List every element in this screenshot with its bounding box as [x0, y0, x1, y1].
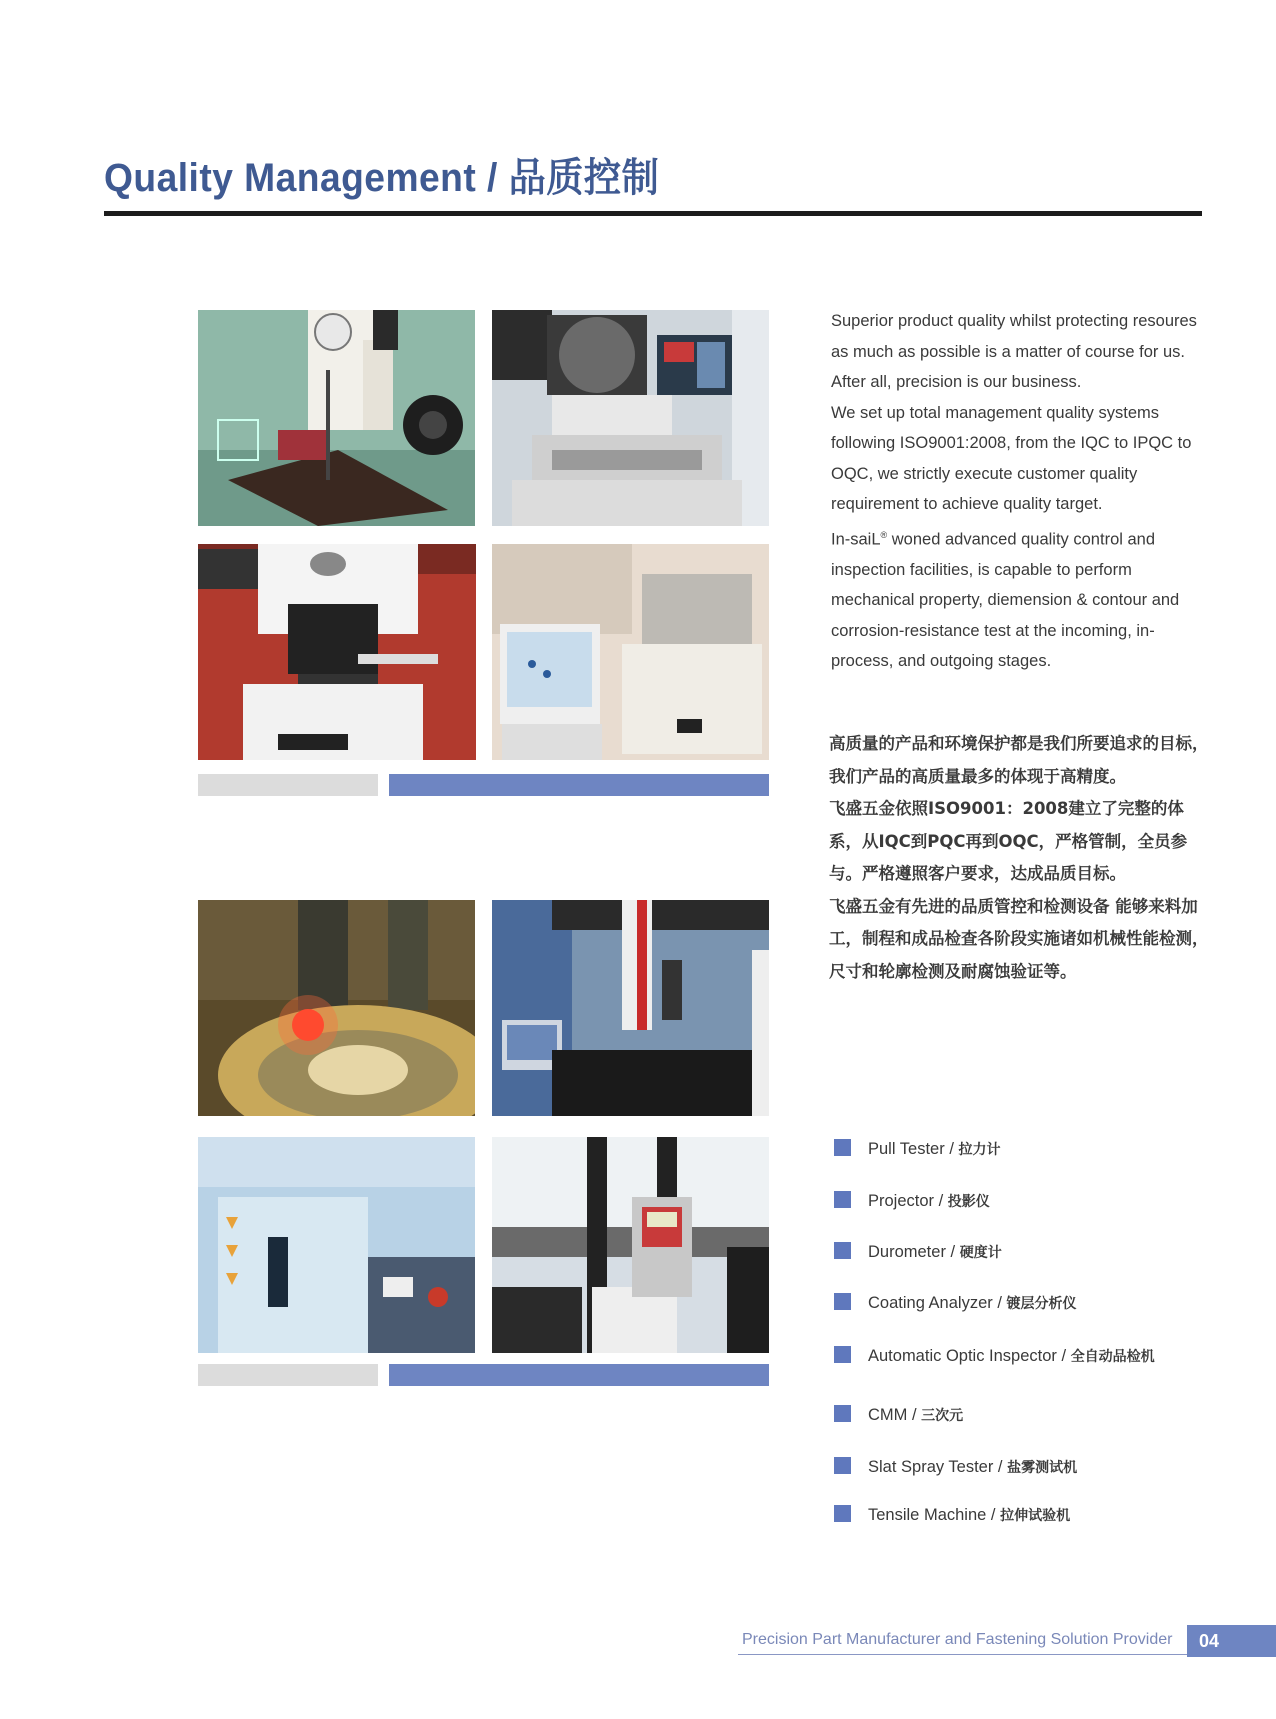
footer-divider [738, 1654, 1188, 1655]
equipment-name-en: Durometer / [868, 1243, 956, 1261]
equipment-name-en: Automatic Optic Inspector / [868, 1347, 1067, 1365]
equipment-name-en: Projector / [868, 1192, 944, 1210]
intro-chinese [829, 728, 1209, 988]
intro-en-paragraph-3 [831, 520, 1211, 677]
square-bullet-icon [834, 1457, 851, 1474]
photo-cmm [492, 900, 769, 1116]
square-bullet-icon [834, 1139, 851, 1156]
photo-salt-spray-tester [198, 1137, 475, 1353]
page-title: Quality Management / 品质控制 [104, 156, 660, 200]
intro-en-paragraph-2: We set up total management quality systems following ISO9001:2008, from the IQC to IPQC to OQC, we strictly execute customer quality requirement to achieve quality target. [831, 403, 1192, 513]
brand-name: In-saiL [831, 530, 881, 548]
square-bullet-icon [834, 1346, 851, 1363]
list-item [834, 1293, 1077, 1313]
intro-en-paragraph-1: Superior product quality whilst protecting resoures as much as possible is a matter of course for us. After all, precision is our business. [831, 312, 1197, 391]
list-item [834, 1505, 1070, 1525]
square-bullet-icon [834, 1505, 851, 1522]
caption-bar-grey-2 [198, 1364, 378, 1386]
list-item [834, 1242, 1002, 1262]
photo-projector [492, 310, 769, 526]
equipment-name-en: Slat Spray Tester / [868, 1458, 1003, 1476]
photo-coating-analyzer [492, 544, 769, 760]
photo-tensile-machine [492, 1137, 769, 1353]
photo-durometer [198, 544, 476, 760]
intro-cn-paragraph-3: 飞盛五金有先进的品质管控和检测设备 能够来料加工，制程和成品检查各阶段实施诸如机械性能检测，尺寸和轮廓检测及耐腐蚀验证等。 [829, 896, 1209, 981]
footer-tagline: Precision Part Manufacturer and Fastening Solution Provider [742, 1631, 1173, 1648]
equipment-name-cn: 盐雾测试机 [1007, 1460, 1078, 1476]
intro-cn-paragraph-2: 飞盛五金依照ISO9001：2008建立了完整的体系，从IQC到PQC再到OQC，严格管制，全员参与。严格遵照客户要求，达成品质目标。 [829, 799, 1188, 883]
square-bullet-icon [834, 1405, 851, 1422]
photo-pull-tester [198, 310, 475, 526]
equipment-name-en: Tensile Machine / [868, 1506, 996, 1524]
square-bullet-icon [834, 1242, 851, 1259]
equipment-name-en: Pull Tester / [868, 1140, 954, 1158]
equipment-name-cn: 三次元 [921, 1408, 964, 1424]
square-bullet-icon [834, 1191, 851, 1208]
equipment-name-en: CMM / [868, 1406, 917, 1424]
equipment-name-cn: 拉伸试验机 [1000, 1508, 1071, 1524]
list-item [834, 1191, 990, 1211]
registered-mark: ® [880, 529, 888, 540]
caption-bar-blue [389, 774, 769, 796]
page-number: 04 [1187, 1625, 1276, 1657]
caption-bar-blue-2 [389, 1364, 769, 1386]
equipment-name-cn: 硬度计 [959, 1245, 1002, 1261]
intro-english [831, 306, 1211, 677]
equipment-name-cn: 镀层分析仪 [1006, 1296, 1077, 1312]
caption-bar-grey [198, 774, 378, 796]
intro-en-paragraph-3-body: woned advanced quality control and inspection facilities, is capable to perform mechanical property, diemension & contour and corrosion-resistance test at the incoming, in-process, and outgoing stages. [831, 530, 1180, 670]
list-item [834, 1405, 963, 1425]
equipment-name-cn: 全自动品检机 [1070, 1349, 1155, 1365]
title-divider [104, 211, 1202, 216]
square-bullet-icon [834, 1293, 851, 1310]
equipment-name-en: Coating Analyzer / [868, 1294, 1002, 1312]
equipment-name-cn: 投影仪 [947, 1194, 990, 1210]
intro-cn-paragraph-1: 高质量的产品和环境保护都是我们所要追求的目标，我们产品的高质量最多的体现于高精度。 [829, 734, 1209, 786]
list-item [834, 1457, 1077, 1477]
equipment-name-cn: 拉力计 [958, 1142, 1001, 1158]
photo-optic-inspector [198, 900, 475, 1116]
list-item [834, 1139, 1001, 1159]
list-item [834, 1346, 1155, 1366]
